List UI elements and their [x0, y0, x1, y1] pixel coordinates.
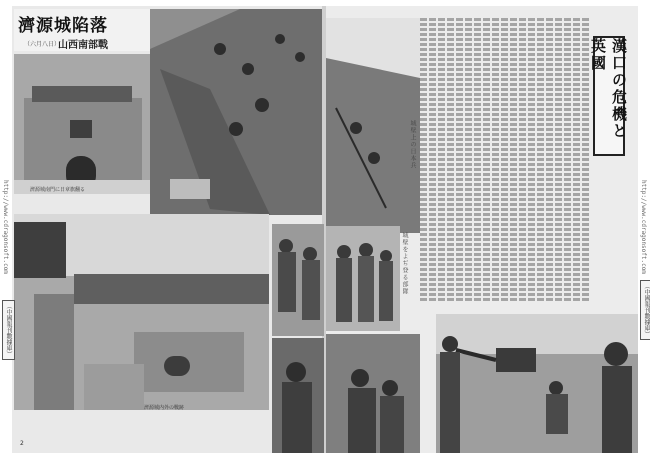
photo-city-ruins-image	[14, 214, 269, 410]
text-column	[465, 18, 472, 303]
text-column	[438, 18, 445, 303]
photo-soldier-portrait-image	[272, 338, 324, 453]
photo-soldiers-group-image	[272, 224, 324, 336]
text-column	[528, 18, 535, 303]
left-archive-stamp: （中國報刊數據庫）	[2, 300, 15, 360]
article-title: 漢口の危機と英國	[589, 38, 628, 140]
text-column	[447, 18, 454, 303]
right-margin-url: http://www.cdragonsoft.com	[640, 180, 647, 274]
photo-ladder-wall-image	[326, 18, 420, 233]
photo-rifle-soldiers-image	[326, 334, 420, 453]
photo-ladder-wall	[326, 18, 420, 233]
text-column	[519, 18, 526, 303]
photo-artillery-image	[436, 314, 638, 453]
photo-rifle-soldiers	[326, 334, 420, 453]
text-column	[483, 18, 490, 303]
photo-city-ruins	[14, 214, 269, 410]
text-column	[456, 18, 463, 303]
photo-city-gate	[14, 54, 152, 194]
text-column	[474, 18, 481, 303]
right-archive-stamp: （中國報刊數據庫）	[640, 280, 650, 340]
left-margin-url: http://www.cdragonsoft.com	[2, 180, 9, 274]
text-column	[492, 18, 499, 303]
headline: 濟源城陷落	[18, 16, 108, 36]
caption-gate: 濟源城南門に日章旗翻る	[30, 187, 86, 193]
photo-soldiers-group	[272, 224, 324, 336]
page-number: 2	[20, 440, 24, 447]
photo-city-gate-image	[14, 54, 152, 194]
article-title-box	[589, 36, 628, 156]
subhead: 山西南部戰	[58, 40, 108, 51]
photo-artillery	[436, 314, 638, 453]
caption-right-photo: 城壁上の日本兵	[409, 120, 416, 169]
text-column	[582, 18, 589, 303]
article-body	[420, 18, 590, 303]
text-column	[420, 18, 427, 303]
photo-wall-climb	[150, 9, 322, 215]
text-column	[546, 18, 553, 303]
photo-soldier-portrait	[272, 338, 324, 453]
text-column	[537, 18, 544, 303]
photo-soldiers-standing	[326, 226, 400, 331]
text-column	[573, 18, 580, 303]
photo-wall-climb-image	[150, 9, 322, 215]
subhead-note: （六月八日）	[24, 41, 61, 48]
photo-soldiers-standing-image	[326, 226, 400, 331]
text-column	[429, 18, 436, 303]
text-column	[564, 18, 571, 303]
text-column	[501, 18, 508, 303]
text-column	[510, 18, 517, 303]
text-column	[555, 18, 562, 303]
caption-wall: 城壁をよぢ登る部隊	[401, 232, 408, 295]
caption-city: 濟源城内外の戰跡	[144, 405, 185, 411]
